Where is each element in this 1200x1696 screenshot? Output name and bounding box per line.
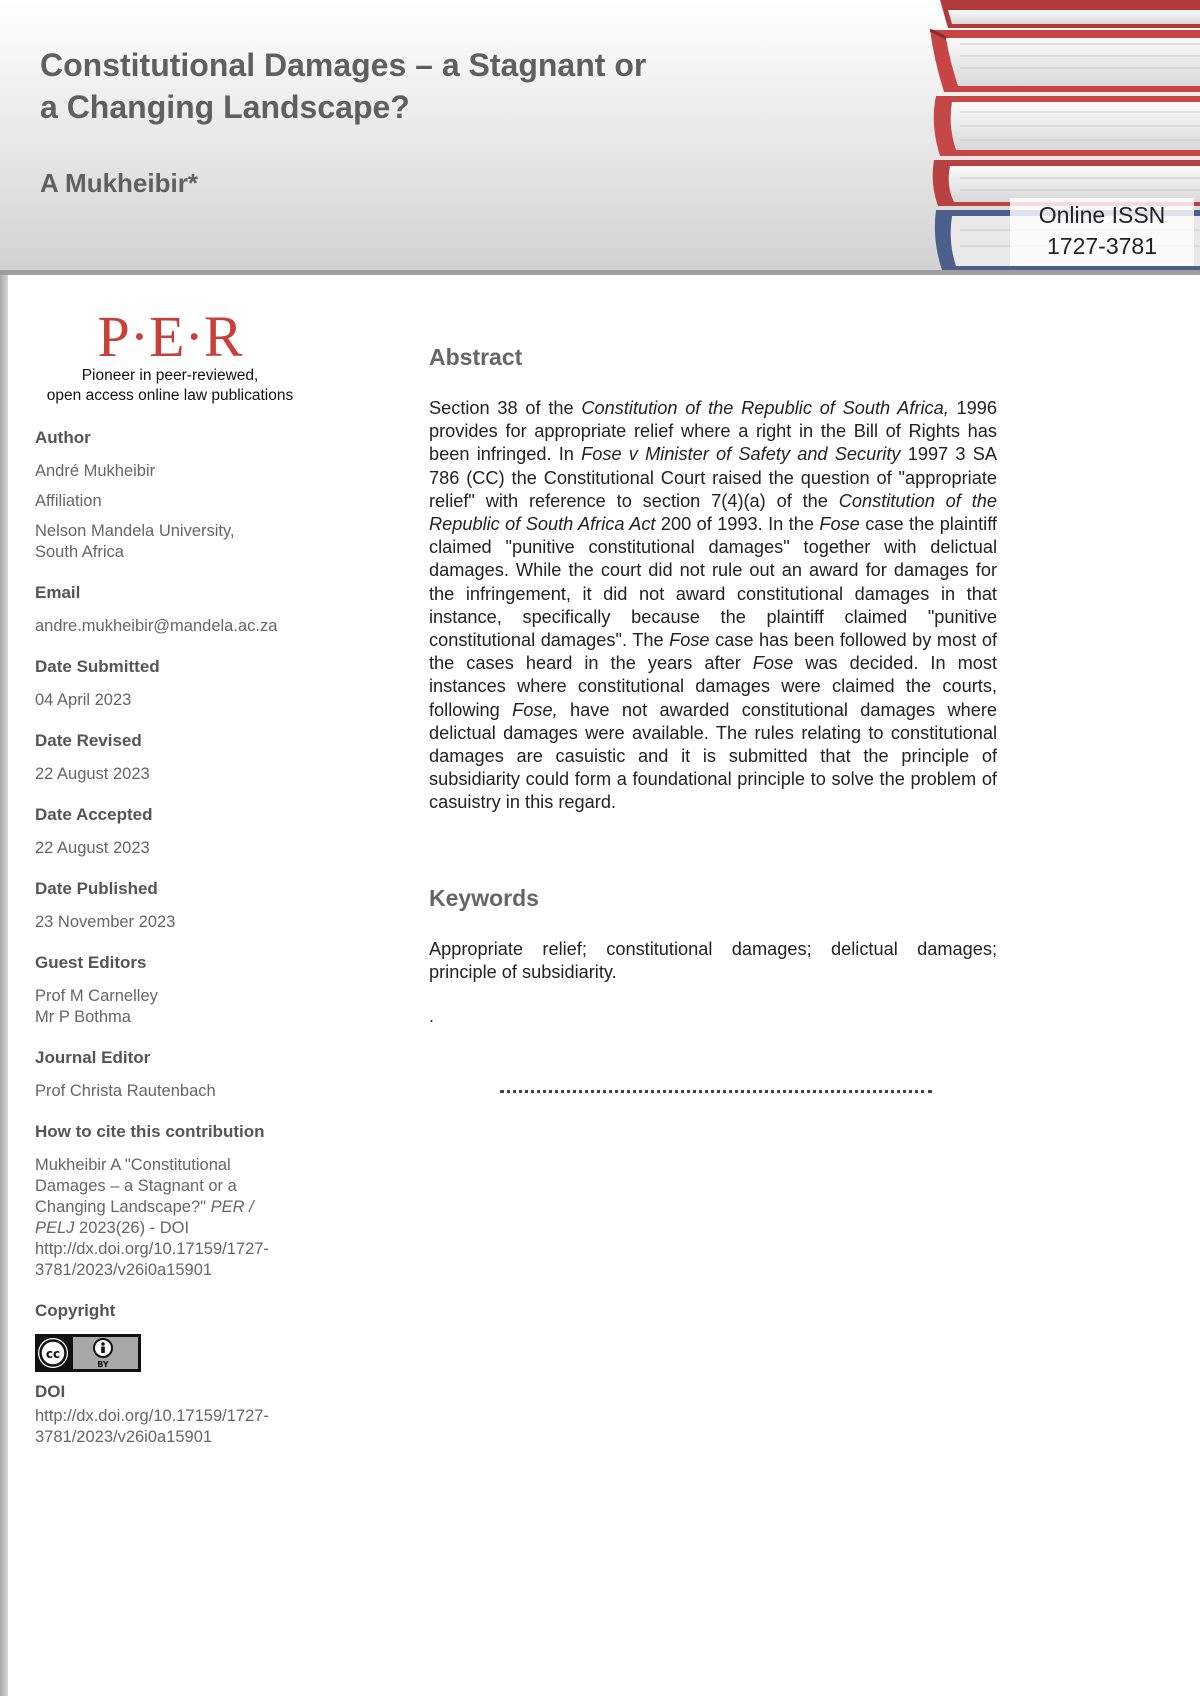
doi-link[interactable] bbox=[35, 1406, 325, 1448]
left-border-rule bbox=[0, 275, 8, 1696]
tagline-line-1: Pioneer in peer-reviewed, bbox=[81, 367, 259, 384]
cite-journal-1: PER / bbox=[210, 1198, 254, 1216]
online-issn bbox=[1010, 198, 1194, 266]
abstract-part-6: case has been followed by most of the cases heard in the years after bbox=[429, 630, 997, 674]
issn-number: 1727-3781 bbox=[1047, 233, 1157, 259]
date-submitted: 04 April 2023 bbox=[35, 691, 132, 709]
cite-line-2: Damages – a Stagnant or a bbox=[35, 1177, 237, 1195]
abstract-heading: Abstract bbox=[429, 344, 523, 370]
keywords-text: Appropriate relief; constitutional damages; delictual damages; principle of subsidiarity. bbox=[429, 938, 997, 982]
affiliation-line-1: Nelson Mandela University, bbox=[35, 522, 235, 540]
date-published: 23 November 2023 bbox=[35, 913, 176, 931]
abstract-part-3: 1997 3 SA 786 (CC) the Constitutional Court raised the question of "appropriate relief" with reference to section 7(4)(a) of the bbox=[429, 444, 998, 511]
logo-tagline bbox=[20, 366, 320, 406]
citation bbox=[35, 1155, 325, 1281]
header-band bbox=[0, 0, 1200, 275]
guest-editor-1: Prof M Carnelley bbox=[35, 987, 158, 1005]
cite-doi-1[interactable]: http://dx.doi.org/10.17159/1727- bbox=[35, 1240, 269, 1258]
abstract-italic-1: Constitution of the Republic of South Africa, bbox=[581, 398, 949, 418]
date-submitted-label: Date Submitted bbox=[35, 657, 160, 676]
abstract-italic-5: Fose bbox=[669, 630, 710, 651]
cite-line-4: 2023(26) - DOI bbox=[79, 1219, 190, 1237]
abstract-part-2: 1996 provides for appropriate relief where a right in the Bill of Rights has been infringed. In bbox=[429, 398, 998, 465]
issn-label: Online ISSN bbox=[1038, 202, 1166, 228]
title-line-2: a Changing Landscape? bbox=[40, 89, 410, 125]
abstract-part-4: 200 of 1993. In the bbox=[655, 514, 820, 535]
journal-editor: Prof Christa Rautenbach bbox=[35, 1082, 216, 1100]
abstract-italic-3: Constitution of the Republic of South Africa Act bbox=[429, 490, 997, 535]
affiliation-value bbox=[35, 521, 325, 563]
date-revised-label: Date Revised bbox=[35, 731, 142, 750]
cite-doi-2[interactable]: 3781/2023/v26i0a15901 bbox=[35, 1261, 213, 1279]
date-published-label: Date Published bbox=[35, 879, 158, 898]
author-label: Author bbox=[35, 428, 91, 447]
title-line-1: Constitutional Damages – a Stagnant or bbox=[40, 47, 647, 83]
guest-editors-label: Guest Editors bbox=[35, 953, 147, 972]
header-author: A Mukheibir* bbox=[40, 168, 198, 198]
date-accepted: 22 August 2023 bbox=[35, 839, 150, 857]
email-label: Email bbox=[35, 583, 81, 602]
main-column bbox=[429, 344, 997, 1027]
cc-by-license-badge[interactable] bbox=[35, 1334, 141, 1372]
journal-editor-label: Journal Editor bbox=[35, 1048, 151, 1067]
tagline-line-2: open access online law publications bbox=[46, 387, 294, 404]
guest-editors bbox=[35, 986, 325, 1028]
per-logo bbox=[95, 300, 245, 370]
guest-editor-2: Mr P Bothma bbox=[35, 1008, 131, 1026]
copyright-label: Copyright bbox=[35, 1301, 116, 1320]
article-title bbox=[40, 44, 680, 128]
abstract-text bbox=[429, 397, 997, 815]
abstract-part-5: case the plaintiff claimed "punitive constitutional damages" together with delictual damages. While the court did not rule out an award for damages for the infringement, it did not award constitutional damages in that instance, specifically because the plaintiff claimed "punitive constitutional damages". The bbox=[429, 514, 997, 651]
cc-by-text: BY bbox=[97, 1360, 109, 1369]
date-accepted-label: Date Accepted bbox=[35, 805, 153, 824]
abstract-italic-6: Fose bbox=[752, 653, 794, 674]
stray-dot: . bbox=[429, 1006, 435, 1027]
cite-label: How to cite this contribution bbox=[35, 1122, 265, 1141]
cite-line-3: Changing Landscape?" bbox=[35, 1198, 206, 1216]
abstract-italic-2: Fose v Minister of Safety and Security bbox=[581, 444, 901, 465]
doi-line-2[interactable]: 3781/2023/v26i0a15901 bbox=[35, 1428, 213, 1446]
email-link[interactable]: andre.mukheibir@mandela.ac.za bbox=[35, 617, 278, 635]
abstract-part-1: Section 38 of the bbox=[429, 398, 582, 418]
doi-line-1[interactable]: http://dx.doi.org/10.17159/1727- bbox=[35, 1407, 269, 1425]
svg-text:cc: cc bbox=[45, 1347, 61, 1361]
date-revised: 22 August 2023 bbox=[35, 765, 150, 783]
abstract-italic-4: Fose bbox=[819, 514, 860, 535]
keywords-heading: Keywords bbox=[429, 884, 539, 911]
metadata-sidebar bbox=[35, 428, 325, 1468]
abstract-italic-7: Fose, bbox=[512, 699, 558, 720]
author-name: André Mukheibir bbox=[35, 462, 156, 480]
per-logo-text: P·E·R bbox=[97, 304, 243, 369]
affiliation-label: Affiliation bbox=[35, 492, 102, 510]
abstract-part-8: have not awarded constitutional damages where delictual damages were available. The rules relating to constitutional damages are casuistic and it is submitted that the principle of subsidiarity could form a foundational principle to solve the problem of casuistry in this regard. bbox=[429, 699, 998, 813]
dotted-separator bbox=[500, 1090, 932, 1093]
cc-by-icon bbox=[35, 1334, 141, 1372]
cite-journal-2: PELJ bbox=[35, 1219, 75, 1237]
affiliation-line-2: South Africa bbox=[35, 543, 124, 561]
cite-line-1: Mukheibir A "Constitutional bbox=[35, 1156, 231, 1174]
abstract-part-7: was decided. In most instances where constitutional damages were claimed the courts, following bbox=[429, 653, 997, 720]
doi-label: DOI bbox=[35, 1382, 66, 1401]
